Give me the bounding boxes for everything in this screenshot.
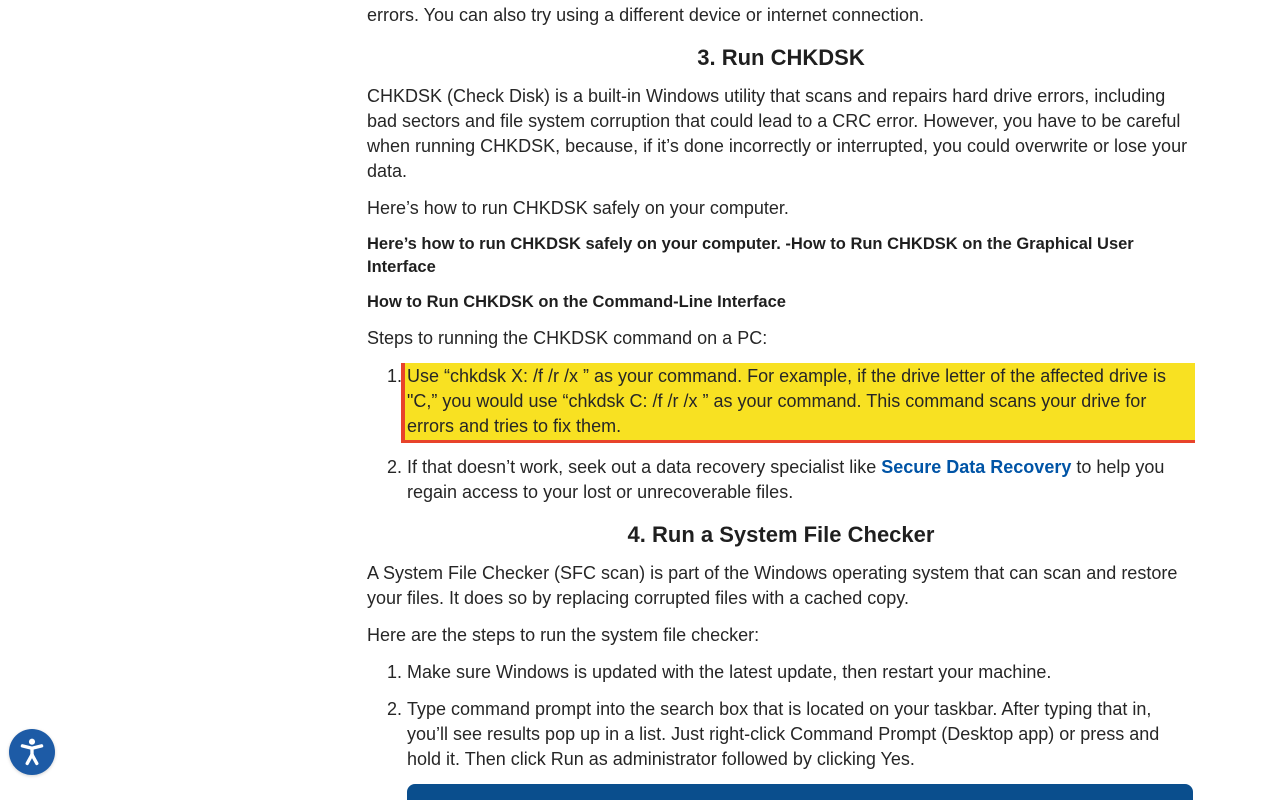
list-item: [407, 363, 1195, 443]
accessibility-widget-button[interactable]: [9, 729, 55, 775]
accessibility-person-icon: [16, 736, 48, 768]
secure-data-recovery-link[interactable]: Secure Data Recovery: [881, 457, 1072, 477]
sfc-steps-list: [367, 660, 1195, 772]
chkdsk-safely-paragraph: Here’s how to run CHKDSK safely on your computer.: [367, 198, 789, 218]
subheading-graphical-interface: Here’s how to run CHKDSK safely on your computer. -How to Run CHKDSK on the Graphical User Interface: [367, 235, 1134, 276]
article-content: [367, 0, 1195, 800]
section-3-heading: 3. Run CHKDSK: [697, 45, 865, 70]
subheading-command-line-interface: How to Run CHKDSK on the Command-Line Interface: [367, 293, 786, 311]
chkdsk-description-paragraph: CHKDSK (Check Disk) is a built-in Windows utility that scans and repairs hard drive errors, including bad sectors and file system corruption that could lead to a CRC error. However, you have to be careful when running CHKDSK, because, if it’s done incorrectly or interrupted, you could overwrite or lose your data.: [367, 86, 1188, 181]
step-text: Make sure Windows is updated with the latest update, then restart your machine.: [407, 662, 1052, 682]
intro-paragraph: errors. You can also try using a different device or internet connection.: [367, 5, 924, 25]
sfc-steps-intro: Here are the steps to run the system file checker:: [367, 625, 760, 645]
step-text-before-link: If that doesn’t work, seek out a data recovery specialist like: [407, 457, 882, 477]
section-4-heading: 4. Run a System File Checker: [627, 522, 935, 547]
sfc-description-paragraph: A System File Checker (SFC scan) is part of the Windows operating system that can scan and restore your files. It does so by replacing corrupted files with a cached copy.: [367, 563, 1178, 608]
list-item: [407, 697, 1195, 772]
code-block-top-bar: [407, 784, 1193, 800]
list-item: [407, 455, 1195, 505]
list-item: [407, 660, 1195, 685]
chkdsk-steps-intro: Steps to running the CHKDSK command on a PC:: [367, 328, 768, 348]
highlighted-step-text: 1. Use “chkdsk X: /f /r /x ” as your command. For example, if the drive letter of the affected drive is "C,” you would use “chkdsk C: /f /r /x ” as your command. This command scans your drive for errors and tries to fix them.: [401, 363, 1195, 443]
step-text: Type command prompt into the search box that is located on your taskbar. After typing that in, you’ll see results pop up in a list. Just right-click Command Prompt (Desktop app) or press and hold it. Then click Run as administrator followed by clicking Yes.: [407, 699, 1160, 769]
step-text-after-link: to help you regain access to your lost or unrecoverable files.: [407, 457, 1165, 502]
chkdsk-steps-list: [367, 363, 1195, 505]
